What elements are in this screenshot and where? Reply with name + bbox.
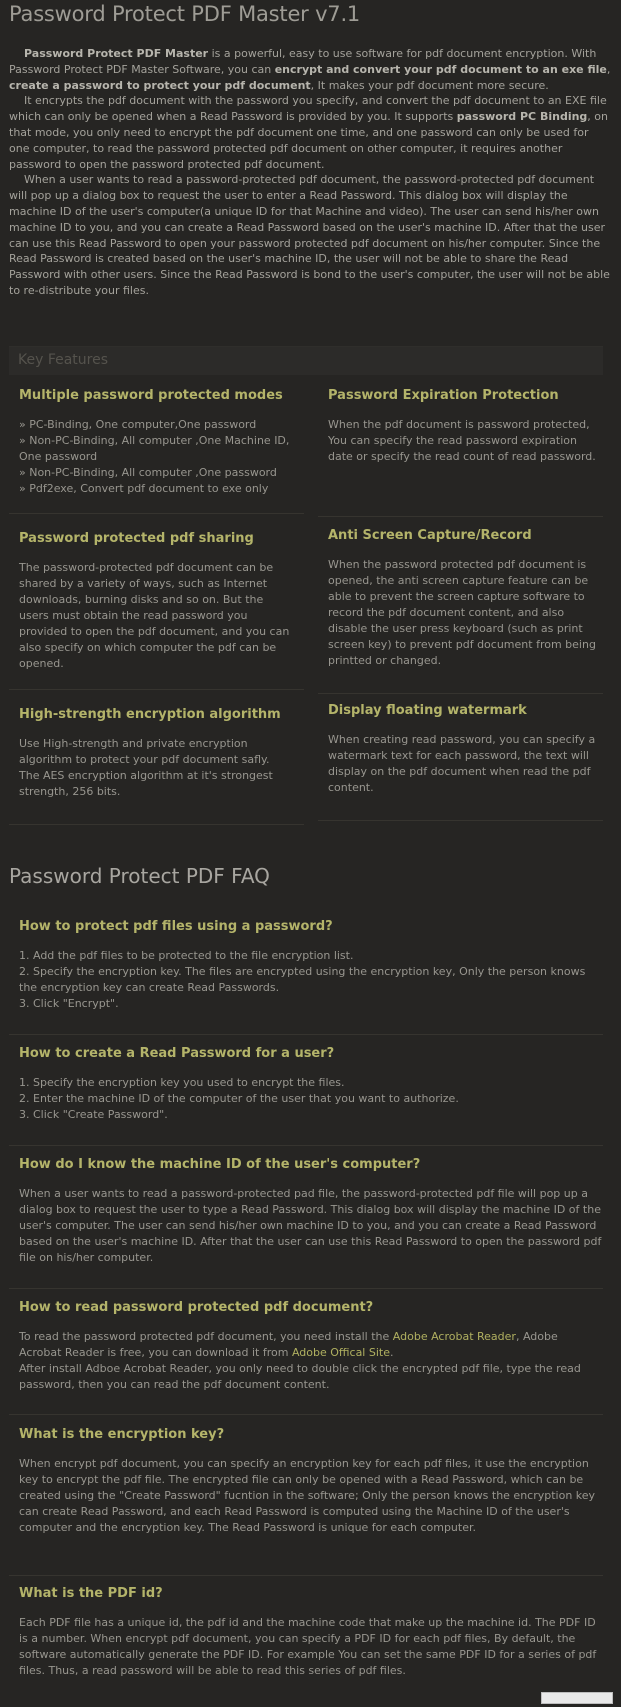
faq-answer-text: , Adobe Acrobat Reader is free, you can download it from xyxy=(19,1330,558,1359)
feature-body xyxy=(328,732,600,796)
feature-line: When creating read password, you can specify a watermark text for each password, the text will display on the pdf document when read the pdf content. xyxy=(328,733,596,794)
divider xyxy=(9,1034,603,1035)
feature-line: Use High-strength and private encryption algorithm to protect your pdf document safly. The AES encryption algorithm at it's strongest strength, 256 bits. xyxy=(19,737,273,798)
faq-answer xyxy=(19,1186,603,1266)
faq-answer xyxy=(19,1329,603,1393)
intro-bold: encrypt and convert your pdf document to an exe file xyxy=(274,62,607,76)
faq-question: How do I know the machine ID of the user's computer? xyxy=(19,1157,421,1172)
faq-item xyxy=(19,1586,603,1679)
key-features-header xyxy=(9,346,603,375)
intro-text: , on that mode, you only need to encrypt the pdf document one time, and one password can only be used for one computer, to read the password protected pdf document on other computer, it requires another password to open the password protected pdf document. xyxy=(9,110,608,171)
intro-text: , xyxy=(606,62,611,76)
feature-body xyxy=(19,736,291,800)
divider xyxy=(9,513,304,514)
divider xyxy=(9,1288,603,1289)
divider xyxy=(318,516,603,517)
faq-answer-line: When a user wants to read a password-protected pad file, the password-protected pdf file will pop up a dialog box to request the user to type a Read Password. This dialog box will display the machine ID of the user's computer. The user can send his/her own machine ID to you, and you can create a Read Password based on the user's machine ID. After that the user can use this Read Password to open the password pdf file on his/her computer. xyxy=(19,1187,602,1264)
feature-title: Password Expiration Protection xyxy=(328,388,559,403)
faq-question: What is the encryption key? xyxy=(19,1427,225,1442)
feature-anti-screen-capture xyxy=(328,528,600,669)
feature-line: The password-protected pdf document can be shared by a variety of ways, such as Internet downloads, burning disks and so on. But the users must obtain the read password you provided to open the pdf document, and you can also specify on which computer the pdf can be opened. xyxy=(19,561,290,670)
faq-item xyxy=(19,1046,603,1123)
faq-answer-line: After install Adboe Acrobat Reader, you only need to double click the encrypted pdf file, type the read password, then you can read the pdf document content. xyxy=(19,1362,581,1391)
feature-line: When the password protected pdf document is opened, the anti screen capture feature can be able to prevent the screen capture software to record the pdf document content, and also disable the user press keyboard (such as print screen key) to prevent pdf document from being printted or changed. xyxy=(328,558,596,667)
product-name: Password Protect PDF Master xyxy=(24,47,209,60)
intro-paragraph-1 xyxy=(9,46,611,93)
faq-item xyxy=(19,919,603,1012)
intro-text: It encrypts the pdf document with the password you specify, and convert the pdf document to an EXE file which can only be opened when a Read Password is provided by you. It supports xyxy=(9,94,607,124)
feature-line: » Non-PC-Binding, All computer ,One Machine ID, One password xyxy=(19,434,290,463)
intro-section xyxy=(9,46,611,299)
feature-title: Anti Screen Capture/Record xyxy=(328,528,532,543)
adobe-acrobat-reader-link[interactable]: Adobe Acrobat Reader xyxy=(392,1330,516,1343)
intro-paragraph-3: When a user wants to read a password-protected pdf document, the password-protected pdf document will pop up a dialog box to request the user to enter a Read Password. This dialog box will display the machine ID of the user's computer(a unique ID for that Machine and video). The user can send his/her own machine ID to you, and you can create a Read Password based on the user's machine ID. After that the user can use this Read Password to open your password protected pdf document on his/her computer. Since the Read Password is created based on the user's machine ID, the user will not be able to share the Read Password with other users. Since the Read Password is bond to the user's computer, the user will not be able to re-distribute your files. xyxy=(9,173,610,297)
faq-answer-line: 3. Click "Create Password". xyxy=(19,1108,168,1121)
faq-answer-text: . xyxy=(389,1346,394,1359)
page-title: Password Protect PDF Master v7.1 xyxy=(9,2,361,26)
feature-line: » Non-PC-Binding, All computer ,One password xyxy=(19,466,277,479)
faq-item xyxy=(19,1427,603,1536)
faq-answer-line: 2. Specify the encryption key. The files are encrypted using the encryption key, Only the person knows the encryption key can create Read Passwords. xyxy=(19,965,586,994)
faq-title: Password Protect PDF FAQ xyxy=(9,864,270,888)
faq-question: How to read password protected pdf document? xyxy=(19,1300,374,1315)
feature-body xyxy=(328,557,600,669)
divider xyxy=(9,1145,603,1146)
counter-badge xyxy=(541,1692,613,1704)
intro-bold: create a password to protect your pdf document xyxy=(9,78,311,92)
faq-question: What is the PDF id? xyxy=(19,1586,163,1601)
feature-password-expiration xyxy=(328,388,600,465)
feature-password-sharing xyxy=(19,531,291,672)
feature-body xyxy=(328,417,600,465)
faq-answer-text: To read the password protected pdf document, you need install the xyxy=(19,1330,393,1343)
faq-answer-line: 2. Enter the machine ID of the computer of the user that you want to authorize. xyxy=(19,1092,459,1105)
feature-line: When the pdf document is password protected, You can specify the read password expiration date or specify the read count of read password. xyxy=(328,418,596,463)
feature-title: Multiple password protected modes xyxy=(19,388,283,403)
faq-answer-line: 1. Specify the encryption key you used to encrypt the files. xyxy=(19,1076,345,1089)
faq-item xyxy=(19,1157,603,1266)
feature-high-strength-encryption xyxy=(19,707,291,800)
faq-answer-line: 3. Click "Encrypt". xyxy=(19,997,119,1010)
faq-answer xyxy=(19,1615,603,1679)
feature-line: » Pdf2exe, Convert pdf document to exe only xyxy=(19,482,269,495)
divider xyxy=(9,689,304,690)
faq-question: How to create a Read Password for a user? xyxy=(19,1046,335,1061)
feature-line: » PC-Binding, One computer,One password xyxy=(19,418,257,431)
intro-paragraph-2 xyxy=(9,93,611,172)
feature-multiple-modes xyxy=(19,388,291,497)
divider xyxy=(318,693,603,694)
feature-floating-watermark xyxy=(328,703,600,796)
feature-body xyxy=(19,560,291,672)
key-features-heading: Key Features xyxy=(18,352,109,368)
feature-title: High-strength encryption algorithm xyxy=(19,707,281,722)
adobe-official-site-link[interactable]: Adobe Offical Site xyxy=(291,1346,390,1359)
intro-text: is a powerful, easy to use software for pdf document encryption. With Password Protect PDF Master Software, you can xyxy=(9,47,597,76)
faq-answer xyxy=(19,1456,603,1536)
faq-answer xyxy=(19,1075,603,1123)
divider xyxy=(9,1575,603,1576)
feature-title: Password protected pdf sharing xyxy=(19,531,254,546)
faq-answer-line xyxy=(19,1329,603,1361)
faq-item xyxy=(19,1300,603,1393)
feature-body xyxy=(19,417,291,497)
divider xyxy=(318,820,603,821)
faq-answer-line: 1. Add the pdf files to be protected to the file encryption list. xyxy=(19,949,354,962)
divider xyxy=(9,1414,603,1415)
faq-answer-line: Each PDF file has a unique id, the pdf id and the machine code that make up the machine id. The PDF ID is a number. When encrypt pdf document, you can specify a PDF ID for each pdf files, By default, the software automatically generate the PDF ID. For example You can set the same PDF ID for a series of pdf files. Thus, a read password will be able to read this series of pdf files. xyxy=(19,1616,597,1677)
divider xyxy=(9,824,304,825)
faq-question: How to protect pdf files using a password? xyxy=(19,919,333,934)
intro-bold: password PC Binding xyxy=(456,110,588,124)
intro-text: , It makes your pdf document more secure. xyxy=(310,78,549,92)
faq-answer xyxy=(19,948,603,1012)
feature-title: Display floating watermark xyxy=(328,703,527,718)
faq-answer-line: When encrypt pdf document, you can specify an encryption key for each pdf files, it use the encryption key to encrypt the pdf file. The encrypted file can only be opened with a Read Password, which can be created using the "Create Password" fucntion in the software; Only the person knows the encryption key can create Read Password, and each Read Password is computed using the Machine ID of the user's computer and the encryption key. The Read Password is unique for each computer. xyxy=(19,1457,596,1534)
